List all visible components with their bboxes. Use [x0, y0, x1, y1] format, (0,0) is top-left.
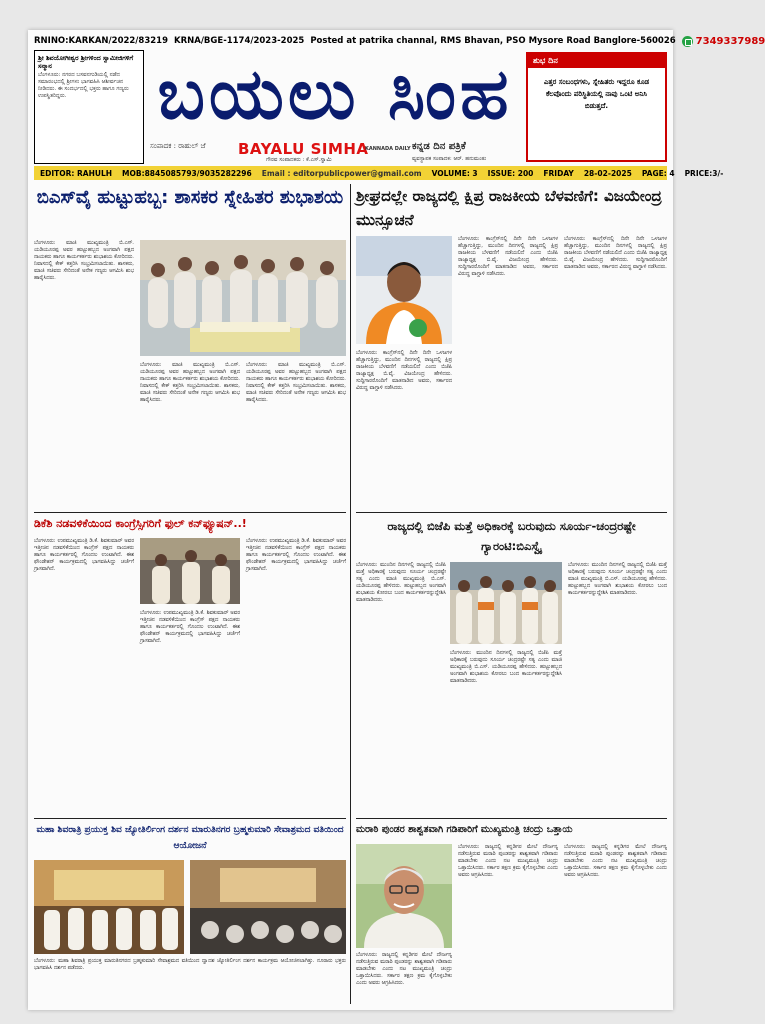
- story-body: ಬೆಂಗಳೂರು: ಮಹಾ ಶಿವರಾತ್ರಿ ಪ್ರಯುಕ್ತ ಮಾರುತಿನಗರದ ಬ್ರಹ್ಮಕುಮಾರಿ ಸೇವಾಶ್ರಮದ ವತಿಯಿಂದ ದ್ವಾದಶ ಜ್ಯೋತಿರ್ಲಿಂಗ ದರ್ಶನ ಕಾರ್ಯಕ್ರಮ ಆಯೋಜಿಸಲಾಗಿತ್ತು. ನೂರಾರು ಭಕ್ತರು ಭಾಗವಹಿಸಿ ದರ್ಶನ ಪಡೆದರು.: [34, 958, 346, 971]
- newspaper-logo: ಬಯಲು ಸಿಂಹ: [157, 52, 513, 135]
- price: PRICE:3/-: [684, 168, 724, 178]
- editor-name: EDITOR: RAHULH: [40, 168, 113, 178]
- whatsapp-icon: [682, 36, 693, 47]
- posted-at: Posted at patrika channal, RMS Bhavan, PSO Mysore Road Banglore-560026: [310, 36, 676, 46]
- story-body-col2: ಬೆಂಗಳೂರು: ರಾಜ್ಯದಲ್ಲಿ ಕನ್ನಡಿಗರ ಮೇಲೆ ದೌರ್ಜನ್ಯ ನಡೆಸುತ್ತಿರುವ ಮರಾಠಿ ಪುಂಡರನ್ನು ಶಾಶ್ವತವಾಗಿ ಗಡಿಪಾರು ಮಾಡಬೇಕು ಎಂದು ನಟ ಮುಖ್ಯಮಂತ್ರಿ ಚಂದ್ರು ಒತ್ತಾಯಿಸಿದರು. ಸರ್ಕಾರ ತಕ್ಷಣ ಕ್ರಮ ಕೈಗೊಳ್ಳಬೇಕು ಎಂದು ಅವರು ಆಗ್ರಹಿಸಿದರು.: [564, 844, 667, 878]
- story-body: ಬೆಂಗಳೂರು: ಉಪಮುಖ್ಯಮಂತ್ರಿ ಡಿ.ಕೆ. ಶಿವಕುಮಾರ್ ಅವರ ಇತ್ತೀಚಿನ ನಡವಳಿಕೆಯಿಂದ ಕಾಂಗ್ರೆಸ್ ಪಕ್ಷದ ನಾಯಕರು ಹಾಗೂ ಕಾರ್ಯಕರ್ತರಲ್ಲಿ ಗೊಂದಲ ಉಂಟಾಗಿದೆ. ಈಶ ಫೌಂಡೇಶನ್ ಕಾರ್ಯಕ್ರಮದಲ್ಲಿ ಭಾಗವಹಿಸಿದ್ದು ಚರ್ಚೆಗೆ ಗ್ರಾಸವಾಗಿದೆ.: [34, 538, 134, 572]
- kannada-tagline: ಕನ್ನಡ ದಿನ ಪತ್ರಿಕೆ: [412, 141, 466, 152]
- email: Email : editorpublicpower@gmail.com: [261, 168, 422, 178]
- left-box-title: ಶ್ರೀ ಶಿವಯೋಗೀಶ್ವರ ಶ್ರೀಗಳಿಂದ ಸ್ವಾಮೀಜಿಗಳಿಗೆ ಸನ್ಮಾನ: [38, 54, 134, 70]
- story-body-col3: ಬೆಂಗಳೂರು: ಮುಂದಿನ ದಿನಗಳಲ್ಲಿ ರಾಜ್ಯದಲ್ಲಿ ಬಿಜೆಪಿ ಮತ್ತೆ ಅಧಿಕಾರಕ್ಕೆ ಬರುವುದು ಸೂರ್ಯ ಚಂದ್ರರಷ್ಟೇ ಸತ್ಯ ಎಂದು ಮಾಜಿ ಮುಖ್ಯಮಂತ್ರಿ ಬಿ.ಎಸ್. ಯಡಿಯೂರಪ್ಪ ಹೇಳಿದರು. ಹುಟ್ಟುಹಬ್ಬದ ಅಂಗವಾಗಿ ಶುಭಾಶಯ ಕೋರಲು ಬಂದ ಕಾರ್ಯಕರ್ತರನ್ನುದ್ದೇಶಿಸಿ ಮಾತನಾಡಿದರು.: [568, 562, 667, 596]
- story-dk-confusion: [34, 516, 346, 816]
- story-marathi: [356, 822, 667, 1004]
- masthead: [34, 50, 667, 164]
- volume: VOLUME: 3: [431, 168, 478, 178]
- page-number: PAGE: 4: [641, 168, 675, 178]
- editor-line: ಸಂಪಾದಕ : ರಾಹುಲ್ ಜೆ: [150, 142, 206, 150]
- info-bar: [34, 166, 724, 180]
- story-body-col3: ಬೆಂಗಳೂರು: ರಾಜ್ಯದಲ್ಲಿ ಕನ್ನಡಿಗರ ಮೇಲೆ ದೌರ್ಜನ್ಯ ನಡೆಸುತ್ತಿರುವ ಮರಾಠಿ ಪುಂಡರನ್ನು ಶಾಶ್ವತವಾಗಿ ಗಡಿಪಾರು ಮಾಡಬೇಕು ಎಂದು ನಟ ಮುಖ್ಯಮಂತ್ರಿ ಚಂದ್ರು ಒತ್ತಾಯಿಸಿದರು. ಸರ್ಕಾರ ತಕ್ಷಣ ಕ್ರಮ ಕೈಗೊಳ್ಳಬೇಕು ಎಂದು ಅವರು ಆಗ್ರಹಿಸಿದರು.: [356, 952, 452, 986]
- story-body: ಬೆಂಗಳೂರು: ರಾಜ್ಯದಲ್ಲಿ ಕನ್ನಡಿಗರ ಮೇಲೆ ದೌರ್ಜನ್ಯ ನಡೆಸುತ್ತಿರುವ ಮರಾಠಿ ಪುಂಡರನ್ನು ಶಾಶ್ವತವಾಗಿ ಗಡಿಪಾರು ಮಾಡಬೇಕು ಎಂದು ನಟ ಮುಖ್ಯಮಂತ್ರಿ ಚಂದ್ರು ಒತ್ತಾಯಿಸಿದರು. ಸರ್ಕಾರ ತಕ್ಷಣ ಕ್ರಮ ಕೈಗೊಳ್ಳಬೇಕು ಎಂದು ಅವರು ಆಗ್ರಹಿಸಿದರು.: [458, 844, 558, 878]
- column-divider: [350, 184, 351, 1004]
- section-divider: [34, 512, 346, 513]
- dk-photo: [140, 538, 240, 604]
- mobile-numbers: MOB:8845085793/9035282296: [122, 168, 252, 178]
- shivaratri-photo-1: [34, 860, 184, 954]
- english-name: BAYALU SIMHA: [238, 140, 369, 158]
- phone-contact: [682, 36, 765, 47]
- section-divider: [34, 818, 346, 819]
- rni-number: RNINO:KARKAN/2022/83219: [34, 36, 168, 46]
- masthead-subline: [150, 140, 520, 164]
- headline: ಶ್ರೀಘ್ರದಲ್ಲೇ ರಾಜ್ಯದಲ್ಲಿ ಕ್ಷಿಪ್ರ ರಾಜಕೀಯ ಬೆಳವಣಿಗೆ: ವಿಜಯೇಂದ್ರ ಮುನ್ಸೂಚನೆ: [356, 187, 662, 229]
- story-body-col2: ಬೆಂಗಳೂರು: ಉಪಮುಖ್ಯಮಂತ್ರಿ ಡಿ.ಕೆ. ಶಿವಕುಮಾರ್ ಅವರ ಇತ್ತೀಚಿನ ನಡವಳಿಕೆಯಿಂದ ಕಾಂಗ್ರೆಸ್ ಪಕ್ಷದ ನಾಯಕರು ಹಾಗೂ ಕಾರ್ಯಕರ್ತರಲ್ಲಿ ಗೊಂದಲ ಉಂಟಾಗಿದೆ. ಈಶ ಫೌಂಡೇಶನ್ ಕಾರ್ಯಕ್ರಮದಲ್ಲಿ ಭಾಗವಹಿಸಿದ್ದು ಚರ್ಚೆಗೆ ಗ್ರಾಸವಾಗಿದೆ.: [140, 610, 240, 644]
- story-body: ಬೆಂಗಳೂರು: ಮುಂದಿನ ದಿನಗಳಲ್ಲಿ ರಾಜ್ಯದಲ್ಲಿ ಬಿಜೆಪಿ ಮತ್ತೆ ಅಧಿಕಾರಕ್ಕೆ ಬರುವುದು ಸೂರ್ಯ ಚಂದ್ರರಷ್ಟೇ ಸತ್ಯ ಎಂದು ಮಾಜಿ ಮುಖ್ಯಮಂತ್ರಿ ಬಿ.ಎಸ್. ಯಡಿಯೂರಪ್ಪ ಹೇಳಿದರು. ಹುಟ್ಟುಹಬ್ಬದ ಅಂಗವಾಗಿ ಶುಭಾಶಯ ಕೋರಲು ಬಂದ ಕಾರ್ಯಕರ್ತರನ್ನುದ್ದೇಶಿಸಿ ಮಾತನಾಡಿದರು.: [356, 562, 446, 603]
- registration-line: [34, 34, 765, 48]
- left-news-box: [34, 50, 144, 164]
- birthday-photo: [140, 240, 346, 356]
- managing-editor: ವ್ಯವಸ್ಥಾಪಕ ಸಂಪಾದಕ: ಆರ್. ಹನುಮಂತು: [412, 156, 487, 162]
- quote-text: ಎತ್ತರ ಸಂಬಂಧಗಳು, ಸ್ನೇಹಿತರು ಇದ್ದರೂ ಕೂಡ ಕೆಲವೊಂದು ಪರಿಸ್ಥಿತಿಯಲ್ಲಿ ನಾವು ಒಂಟಿ ಅನಿಸಿ ಬಿಡುತ್ತದೆ.: [543, 78, 650, 110]
- story-body-col3: ಬೆಂಗಳೂರು: ಉಪಮುಖ್ಯಮಂತ್ರಿ ಡಿ.ಕೆ. ಶಿವಕುಮಾರ್ ಅವರ ಇತ್ತೀಚಿನ ನಡವಳಿಕೆಯಿಂದ ಕಾಂಗ್ರೆಸ್ ಪಕ್ಷದ ನಾಯಕರು ಹಾಗೂ ಕಾರ್ಯಕರ್ತರಲ್ಲಿ ಗೊಂದಲ ಉಂಟಾಗಿದೆ. ಈಶ ಫೌಂಡೇಶನ್ ಕಾರ್ಯಕ್ರಮದಲ್ಲಿ ಭಾಗವಹಿಸಿದ್ದು ಚರ್ಚೆಗೆ ಗ್ರಾಸವಾಗಿದೆ.: [246, 538, 346, 572]
- headline: ಮರಾಠಿ ಪುಂಡರ ಶಾಶ್ವತವಾಗಿ ಗಡಿಪಾರಿಗೆ ಮುಖ್ಯಮಂತ್ರಿ ಚಂದ್ರು ಒತ್ತಾಯ: [356, 824, 573, 835]
- day: FRIDAY: [543, 168, 574, 178]
- story-body-col3: ಬೆಂಗಳೂರು: ಮಾಜಿ ಮುಖ್ಯಮಂತ್ರಿ ಬಿ.ಎಸ್. ಯಡಿಯೂರಪ್ಪ ಅವರ ಹುಟ್ಟುಹಬ್ಬದ ಅಂಗವಾಗಿ ಪಕ್ಷದ ನಾಯಕರು ಹಾಗೂ ಕಾರ್ಯಕರ್ತರು ಶುಭಾಶಯ ಕೋರಿದರು. ನಿವಾಸದಲ್ಲಿ ಕೇಕ್ ಕತ್ತರಿಸಿ ಸಂಭ್ರಮಿಸಲಾಯಿತು. ಶಾಸಕರು, ಮಾಜಿ ಸಚಿವರು ಸೇರಿದಂತೆ ಅನೇಕ ಗಣ್ಯರು ಆಗಮಿಸಿ ಶುಭ ಹಾರೈಸಿದರು.: [246, 362, 346, 403]
- krna-number: KRNA/BGE-1174/2023-2025: [174, 36, 305, 46]
- date: 28-02-2025: [583, 168, 632, 178]
- headline: ರಾಜ್ಯದಲ್ಲಿ ಬಿಜೆಪಿ ಮತ್ತೆ ಅಧಿಕಾರಕ್ಕೆ ಬರುವುದು ಸೂರ್ಯ-ಚಂದ್ರರಷ್ಟೇ ಗ್ಯಾರಂಟಿ:ಬಿಎಸ್ವೈ: [387, 519, 636, 553]
- story-vijayendra: [356, 184, 667, 510]
- honorary-editor: ಗೌರವ ಸಂಪಾದಕರು : ಕೆ.ಎಸ್.ಸ್ವಾಮಿ: [266, 157, 332, 163]
- story-body: ಬೆಂಗಳೂರು: ಕಾಂಗ್ರೆಸ್‌ನಲ್ಲಿ ದಿನೇ ದಿನೇ ಒಳಜಗಳ ಹೆಚ್ಚಾಗುತ್ತಿದ್ದು, ಮುಂದಿನ ದಿನಗಳಲ್ಲಿ ರಾಜ್ಯದಲ್ಲಿ ಕ್ಷಿಪ್ರ ರಾಜಕೀಯ ಬೆಳವಣಿಗೆ ನಡೆಯಲಿದೆ ಎಂದು ಬಿಜೆಪಿ ರಾಜ್ಯಾಧ್ಯಕ್ಷ ಬಿ.ವೈ. ವಿಜಯೇಂದ್ರ ಹೇಳಿದರು. ಸುದ್ದಿಗಾರರೊಂದಿಗೆ ಮಾತನಾಡಿದ ಅವರು, ಸರ್ಕಾರದ ವಿರುದ್ಧ ವಾಗ್ದಾಳಿ ನಡೆಸಿದರು.: [458, 236, 558, 277]
- story-body-col3: ಬೆಂಗಳೂರು: ಕಾಂಗ್ರೆಸ್‌ನಲ್ಲಿ ದಿನೇ ದಿನೇ ಒಳಜಗಳ ಹೆಚ್ಚಾಗುತ್ತಿದ್ದು, ಮುಂದಿನ ದಿನಗಳಲ್ಲಿ ರಾಜ್ಯದಲ್ಲಿ ಕ್ಷಿಪ್ರ ರಾಜಕೀಯ ಬೆಳವಣಿಗೆ ನಡೆಯಲಿದೆ ಎಂದು ಬಿಜೆಪಿ ರಾಜ್ಯಾಧ್ಯಕ್ಷ ಬಿ.ವೈ. ವಿಜಯೇಂದ್ರ ಹೇಳಿದರು. ಸುದ್ದಿಗಾರರೊಂದಿಗೆ ಮಾತನಾಡಿದ ಅವರು, ಸರ್ಕಾರದ ವಿರುದ್ಧ ವಾಗ್ದಾಳಿ ನಡೆಸಿದರು.: [356, 350, 452, 391]
- headline: ಮಹಾ ಶಿವರಾತ್ರಿ ಪ್ರಯುಕ್ತ ಶಿವ ಜ್ಯೋತಿರ್ಲಿಂಗ ದರ್ಶನ ಮಾರುತಿನಗರ ಬ್ರಹ್ಮಕುಮಾರಿ ಸೇವಾಶ್ರಮದ ವತಿಯಿಂದ ಆಯೋಜನೆ: [36, 825, 344, 851]
- section-divider: [356, 512, 667, 513]
- kannada-daily-label: KANNADA DAILY: [365, 146, 411, 152]
- newspaper-page: [28, 30, 765, 1010]
- vijayendra-photo: [356, 236, 452, 344]
- issue: ISSUE: 200: [487, 168, 534, 178]
- headline: ಬಿಎಸ್‌ವೈ ಹುಟ್ಟುಹಬ್ಬ: ಶಾಸಕರ ಸ್ನೇಹಿತರ ಶುಭಾಶಯ: [36, 187, 344, 208]
- quote-heading: ಶುಭ ದಿನ: [528, 54, 665, 68]
- story-bjp-power: [356, 516, 667, 816]
- headline: ಡಿಕೆಶಿ ನಡವಳಿಕೆಯಿಂದ ಕಾಂಗ್ರೆಸ್ಸಿಗರಿಗೆ ಫುಲ್ ಕನ್‌ಫ್ಯೂಷನ್..!: [34, 517, 247, 530]
- chandru-photo: [356, 844, 452, 948]
- story-body-col2: ಬೆಂಗಳೂರು: ಮಾಜಿ ಮುಖ್ಯಮಂತ್ರಿ ಬಿ.ಎಸ್. ಯಡಿಯೂರಪ್ಪ ಅವರ ಹುಟ್ಟುಹಬ್ಬದ ಅಂಗವಾಗಿ ಪಕ್ಷದ ನಾಯಕರು ಹಾಗೂ ಕಾರ್ಯಕರ್ತರು ಶುಭಾಶಯ ಕೋರಿದರು. ನಿವಾಸದಲ್ಲಿ ಕೇಕ್ ಕತ್ತರಿಸಿ ಸಂಭ್ರಮಿಸಲಾಯಿತು. ಶಾಸಕರು, ಮಾಜಿ ಸಚಿವರು ಸೇರಿದಂತೆ ಅನೇಕ ಗಣ್ಯರು ಆಗಮಿಸಿ ಶುಭ ಹಾರೈಸಿದರು.: [140, 362, 240, 403]
- left-box-body: ಬೆಂಗಳೂರು: ನಗರದ ಬಸವನಗುಡಿಯಲ್ಲಿ ನಡೆದ ಸಮಾರಂಭದಲ್ಲಿ ಶ್ರೀಗಳು ಭಾಗವಹಿಸಿ ಆಶೀರ್ವಚನ ನೀಡಿದರು. ಈ ಸಂದರ್ಭದಲ್ಲಿ ಭಕ್ತರು ಹಾಗೂ ಗಣ್ಯರು ಉಪಸ್ಥಿತರಿದ್ದರು.: [38, 72, 129, 99]
- story-body: ಬೆಂಗಳೂರು: ಮಾಜಿ ಮುಖ್ಯಮಂತ್ರಿ ಬಿ.ಎಸ್. ಯಡಿಯೂರಪ್ಪ ಅವರ ಹುಟ್ಟುಹಬ್ಬದ ಅಂಗವಾಗಿ ಪಕ್ಷದ ನಾಯಕರು ಹಾಗೂ ಕಾರ್ಯಕರ್ತರು ಶುಭಾಶಯ ಕೋರಿದರು. ನಿವಾಸದಲ್ಲಿ ಕೇಕ್ ಕತ್ತರಿಸಿ ಸಂಭ್ರಮಿಸಲಾಯಿತು. ಶಾಸಕರು, ಮಾಜಿ ಸಚಿವರು ಸೇರಿದಂತೆ ಅನೇಕ ಗಣ್ಯರು ಆಗಮಿಸಿ ಶುಭ ಹಾರೈಸಿದರು.: [34, 240, 134, 281]
- story-bsy-birthday: [34, 184, 346, 510]
- story-body-col2: ಬೆಂಗಳೂರು: ಕಾಂಗ್ರೆಸ್‌ನಲ್ಲಿ ದಿನೇ ದಿನೇ ಒಳಜಗಳ ಹೆಚ್ಚಾಗುತ್ತಿದ್ದು, ಮುಂದಿನ ದಿನಗಳಲ್ಲಿ ರಾಜ್ಯದಲ್ಲಿ ಕ್ಷಿಪ್ರ ರಾಜಕೀಯ ಬೆಳವಣಿಗೆ ನಡೆಯಲಿದೆ ಎಂದು ಬಿಜೆಪಿ ರಾಜ್ಯಾಧ್ಯಕ್ಷ ಬಿ.ವೈ. ವಿಜಯೇಂದ್ರ ಹೇಳಿದರು. ಸುದ್ದಿಗಾರರೊಂದಿಗೆ ಮಾತನಾಡಿದ ಅವರು, ಸರ್ಕಾರದ ವಿರುದ್ಧ ವಾಗ್ದಾಳಿ ನಡೆಸಿದರು.: [564, 236, 667, 270]
- phone-number: 7349337989: [695, 35, 765, 47]
- quote-box: [526, 52, 667, 162]
- story-shivaratri: [34, 822, 346, 1004]
- story-body-col2: ಬೆಂಗಳೂರು: ಮುಂದಿನ ದಿನಗಳಲ್ಲಿ ರಾಜ್ಯದಲ್ಲಿ ಬಿಜೆಪಿ ಮತ್ತೆ ಅಧಿಕಾರಕ್ಕೆ ಬರುವುದು ಸೂರ್ಯ ಚಂದ್ರರಷ್ಟೇ ಸತ್ಯ ಎಂದು ಮಾಜಿ ಮುಖ್ಯಮಂತ್ರಿ ಬಿ.ಎಸ್. ಯಡಿಯೂರಪ್ಪ ಹೇಳಿದರು. ಹುಟ್ಟುಹಬ್ಬದ ಅಂಗವಾಗಿ ಶುಭಾಶಯ ಕೋರಲು ಬಂದ ಕಾರ್ಯಕರ್ತರನ್ನುದ್ದೇಶಿಸಿ ಮಾತನಾಡಿದರು.: [450, 650, 562, 684]
- shivaratri-photo-2: [190, 860, 346, 954]
- bjp-photo: [450, 562, 562, 644]
- section-divider: [356, 818, 667, 819]
